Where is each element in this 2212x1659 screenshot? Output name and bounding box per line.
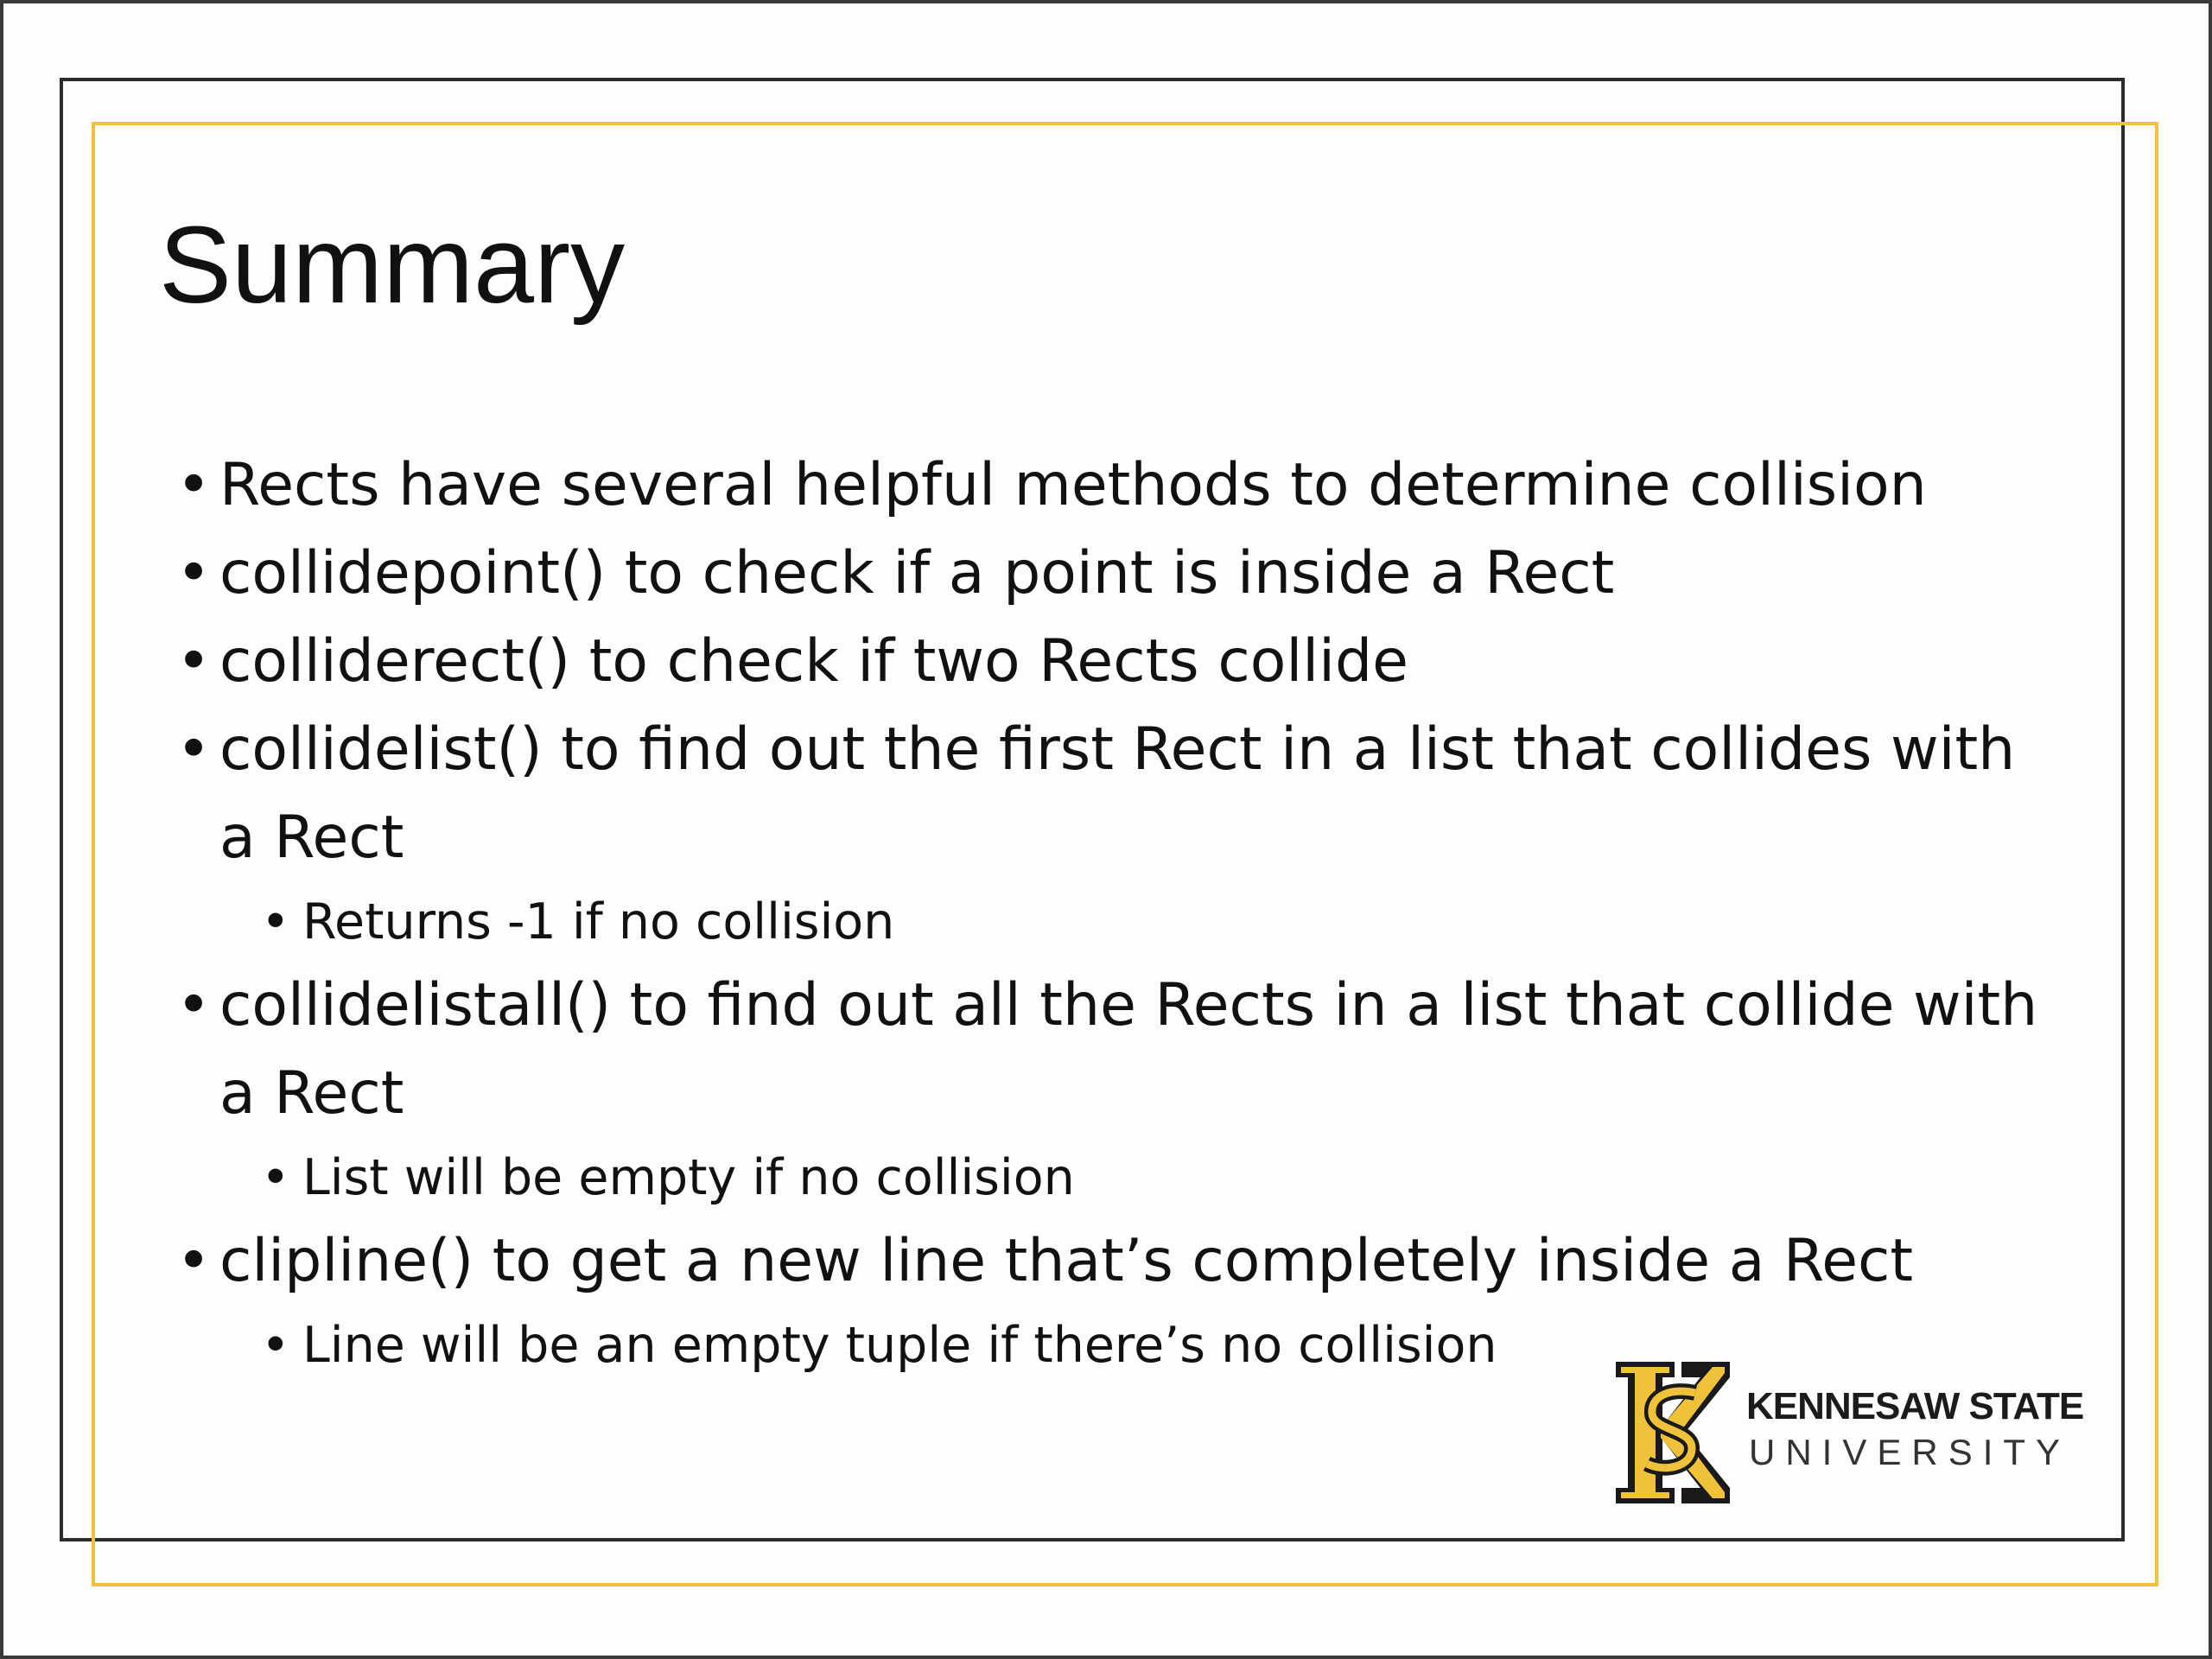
bullet-list	[176, 442, 2043, 1385]
bullet-item: • clipline() to get a new line that’s completely inside a Rect	[176, 1217, 2043, 1306]
logo-text-primary: KENNESAW STATE	[1746, 1385, 2084, 1427]
bullet-item: • colliderect() to check if two Rects collide	[176, 618, 2043, 706]
ksu-logo-icon	[1612, 1357, 1732, 1509]
sub-bullet-item: • Returns -1 if no collision	[176, 882, 2043, 962]
bullet-item: • collidelist() to find out the first Rect in a list that collides with a Rect	[176, 706, 2043, 882]
bullet-item: • Rects have several helpful methods to determine collision	[176, 442, 2043, 530]
bullet-item: • collidepoint() to check if a point is inside a Rect	[176, 530, 2043, 618]
university-logo	[1612, 1357, 2084, 1509]
sub-bullet-item: • List will be empty if no collision	[176, 1138, 2043, 1217]
logo-text-secondary: UNIVERSITY	[1749, 1432, 2071, 1472]
sub-bullet-item: • Line will be an empty tuple if there’s no collision	[176, 1306, 2043, 1385]
bullet-item: • collidelistall() to find out all the Rects in a list that collide with a Rect	[176, 962, 2043, 1138]
slide-title: Summary	[159, 204, 626, 326]
